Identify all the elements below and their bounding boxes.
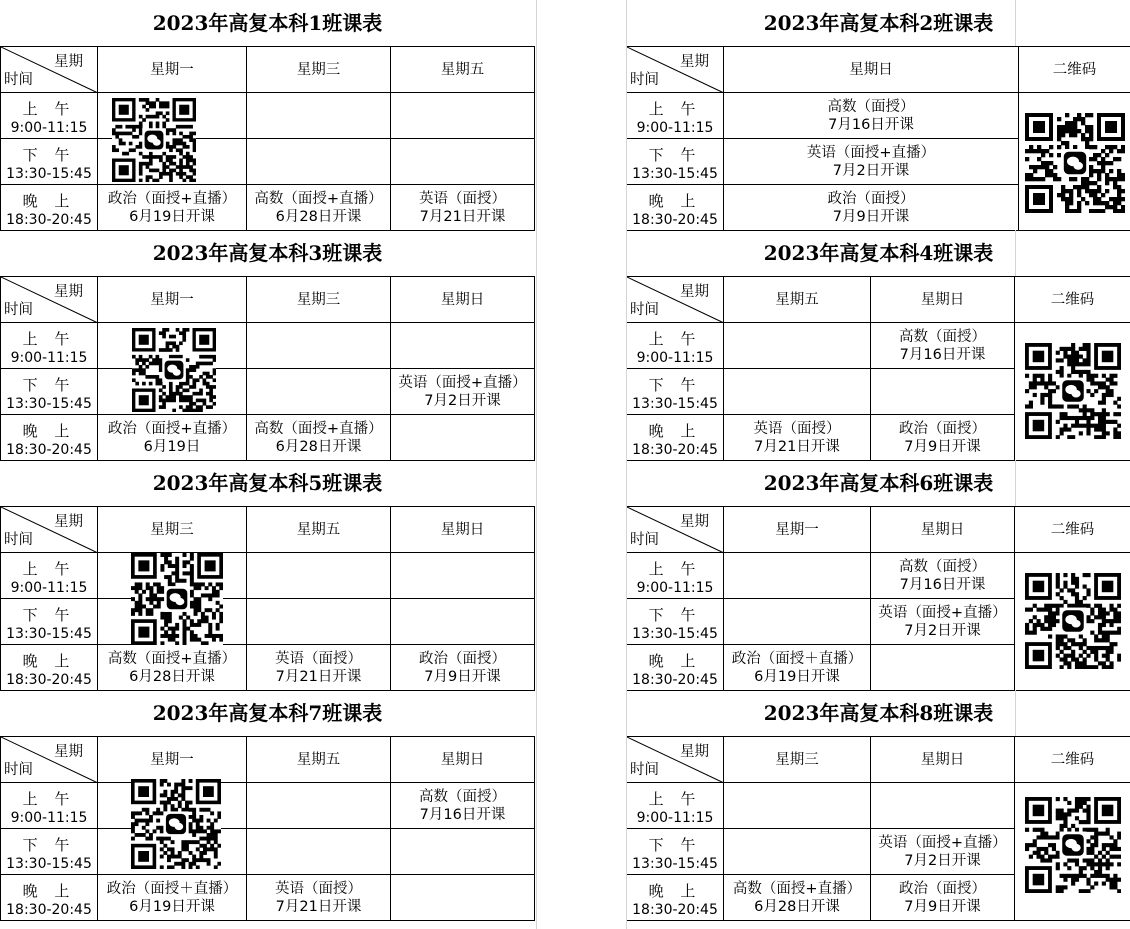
time-slot-label: 下 午	[648, 146, 702, 164]
class-schedule-panel	[626, 230, 1130, 459]
time-slot-label: 晚 上	[648, 422, 702, 440]
course-cell	[871, 553, 1015, 599]
course-cell	[391, 323, 535, 369]
course-cell	[871, 323, 1015, 369]
wechat-qr-code-icon	[1025, 573, 1121, 669]
time-slot-label: 晚 上	[22, 652, 76, 670]
course-cell	[871, 599, 1015, 645]
class-schedule-panel	[0, 230, 535, 459]
course-start-date: 6月28日开课	[754, 898, 840, 915]
course-cell	[247, 139, 391, 185]
day-header: 星期日	[871, 276, 1015, 323]
course-name: 高数（面授+直播）	[732, 880, 862, 897]
day-header: 星期五	[247, 506, 391, 553]
corner-time-label: 时间	[630, 762, 659, 778]
corner-time-label: 时间	[4, 532, 33, 548]
day-header: 星期三	[247, 276, 391, 323]
corner-weekday-label: 星期	[54, 744, 83, 760]
course-cell	[391, 93, 535, 139]
day-header: 星期日	[871, 506, 1015, 553]
course-cell	[871, 783, 1015, 829]
time-slot-label: 下 午	[648, 836, 702, 854]
time-slot-label: 晚 上	[22, 882, 76, 900]
course-name: 政治（面授）	[899, 880, 986, 897]
time-slot-cell	[0, 415, 98, 461]
course-start-date: 6月19日开课	[129, 898, 215, 915]
course-name: 英语（面授）	[275, 880, 362, 897]
course-start-date: 7月21日开课	[275, 668, 362, 685]
schedule-title: 2023年高复本科4班课表	[763, 241, 994, 265]
time-slot-label: 上 午	[22, 790, 76, 808]
course-cell	[391, 553, 535, 599]
course-cell	[98, 185, 247, 231]
day-header: 二维码	[1015, 506, 1130, 553]
course-name: 高数（面授+直播）	[254, 420, 383, 437]
course-cell	[247, 875, 391, 921]
time-slot-hours: 9:00-11:15	[10, 350, 88, 366]
course-cell	[391, 599, 535, 645]
time-slot-hours: 13:30-15:45	[6, 856, 92, 872]
corner-time-label: 时间	[630, 532, 659, 548]
day-header: 星期一	[98, 736, 247, 783]
course-cell	[391, 783, 535, 829]
wechat-qr-code-icon	[1025, 343, 1121, 439]
corner-time-label: 时间	[4, 72, 33, 88]
course-start-date: 6月19日开课	[129, 208, 215, 225]
course-start-date: 7月9日开课	[832, 208, 910, 225]
course-cell	[724, 599, 871, 645]
course-name: 政治（面授）	[827, 190, 915, 207]
schedule-table	[0, 46, 535, 230]
day-header: 二维码	[1015, 736, 1130, 783]
weekday-time-corner	[626, 736, 724, 783]
time-slot-cell	[626, 783, 724, 829]
time-slot-hours: 13:30-15:45	[632, 396, 718, 412]
schedule-title: 2023年高复本科3班课表	[152, 241, 383, 265]
corner-time-label: 时间	[630, 302, 659, 318]
time-slot-cell	[0, 553, 98, 599]
time-slot-label: 上 午	[22, 330, 76, 348]
wechat-qr-code-icon	[112, 98, 196, 182]
course-cell	[724, 323, 871, 369]
day-header: 星期三	[724, 736, 871, 783]
course-cell	[98, 415, 247, 461]
course-cell	[724, 645, 871, 691]
course-cell	[98, 645, 247, 691]
time-slot-label: 下 午	[648, 606, 702, 624]
time-slot-label: 晚 上	[648, 652, 702, 670]
course-cell	[724, 553, 871, 599]
course-name: 英语（面授）	[753, 420, 841, 437]
time-slot-label: 晚 上	[22, 192, 76, 210]
corner-weekday-label: 星期	[680, 744, 709, 760]
weekday-time-corner	[626, 276, 724, 323]
course-name: 政治（面授）	[419, 650, 506, 667]
day-header: 星期日	[391, 506, 535, 553]
course-cell	[247, 185, 391, 231]
course-start-date: 7月2日开课	[832, 162, 910, 179]
corner-time-label: 时间	[4, 762, 33, 778]
course-cell	[724, 139, 1019, 185]
time-slot-hours: 9:00-11:15	[636, 120, 714, 136]
course-name: 英语（面授+直播）	[398, 374, 527, 391]
time-slot-cell	[0, 645, 98, 691]
time-slot-cell	[0, 139, 98, 185]
course-start-date: 6月19日开课	[754, 668, 840, 685]
course-name: 英语（面授）	[275, 650, 362, 667]
time-slot-cell	[0, 185, 98, 231]
course-name: 英语（面授+直播）	[878, 604, 1007, 621]
course-cell	[724, 185, 1019, 231]
sheet-gridline	[536, 0, 537, 929]
weekday-time-corner	[0, 506, 98, 553]
wechat-qr-code-icon	[131, 553, 223, 645]
course-name: 英语（面授+直播）	[878, 834, 1007, 851]
time-slot-cell	[0, 783, 98, 829]
course-cell	[391, 139, 535, 185]
time-slot-label: 下 午	[22, 836, 76, 854]
schedule-title: 2023年高复本科1班课表	[152, 11, 383, 35]
course-cell	[247, 369, 391, 415]
time-slot-label: 晚 上	[22, 422, 76, 440]
course-start-date: 7月21日开课	[754, 438, 840, 455]
weekday-time-corner	[626, 506, 724, 553]
time-slot-hours: 9:00-11:15	[10, 580, 88, 596]
course-cell	[247, 415, 391, 461]
time-slot-cell	[626, 415, 724, 461]
class-schedule-panel	[0, 690, 535, 919]
course-cell	[247, 783, 391, 829]
course-start-date: 7月21日开课	[275, 898, 362, 915]
time-slot-cell	[626, 93, 724, 139]
course-start-date: 6月28日开课	[275, 438, 362, 455]
day-header: 星期五	[391, 46, 535, 93]
time-slot-hours: 13:30-15:45	[6, 166, 92, 182]
day-header: 星期五	[724, 276, 871, 323]
sheet-gridline	[1015, 230, 1016, 276]
course-start-date: 6月19日	[143, 438, 201, 455]
course-cell	[871, 369, 1015, 415]
weekday-time-corner	[0, 276, 98, 323]
time-slot-label: 上 午	[22, 100, 76, 118]
day-header: 星期日	[871, 736, 1015, 783]
time-slot-label: 上 午	[648, 560, 702, 578]
time-slot-hours: 18:30-20:45	[6, 902, 92, 918]
time-slot-label: 下 午	[648, 376, 702, 394]
course-cell	[871, 645, 1015, 691]
course-name: 政治（面授+直播）	[107, 420, 237, 437]
course-name: 高数（面授）	[899, 558, 986, 575]
schedule-title: 2023年高复本科5班课表	[152, 471, 383, 495]
course-cell	[724, 783, 871, 829]
course-start-date: 6月28日开课	[275, 208, 362, 225]
course-cell	[871, 829, 1015, 875]
time-slot-cell	[626, 139, 724, 185]
time-slot-cell	[626, 829, 724, 875]
schedule-table	[626, 506, 1130, 690]
course-cell	[247, 323, 391, 369]
time-slot-hours: 18:30-20:45	[6, 212, 92, 228]
day-header: 星期日	[724, 46, 1019, 93]
schedule-table	[0, 276, 535, 460]
corner-weekday-label: 星期	[54, 54, 83, 70]
course-name: 政治（面授＋直播）	[731, 650, 863, 667]
corner-time-label: 时间	[630, 72, 659, 88]
course-cell	[724, 829, 871, 875]
course-cell	[391, 415, 535, 461]
course-name: 高数（面授+直播）	[254, 190, 383, 207]
course-name: 高数（面授+直播）	[107, 650, 237, 667]
course-start-date: 7月9日开课	[904, 898, 981, 915]
wechat-qr-code-icon	[132, 328, 216, 412]
time-slot-hours: 18:30-20:45	[632, 902, 718, 918]
time-slot-cell	[626, 323, 724, 369]
time-slot-label: 晚 上	[648, 882, 702, 900]
schedule-title: 2023年高复本科2班课表	[763, 11, 994, 35]
course-cell	[247, 93, 391, 139]
course-cell	[391, 829, 535, 875]
time-slot-cell	[626, 645, 724, 691]
course-cell	[98, 875, 247, 921]
course-cell	[724, 415, 871, 461]
course-start-date: 7月16日开课	[899, 346, 986, 363]
course-cell	[724, 93, 1019, 139]
schedule-table	[626, 46, 1130, 230]
time-slot-cell	[0, 93, 98, 139]
sheet-gridline	[1015, 690, 1016, 736]
wechat-qr-code-icon	[1025, 113, 1125, 213]
course-start-date: 7月16日开课	[899, 576, 986, 593]
time-slot-hours: 13:30-15:45	[6, 626, 92, 642]
time-slot-cell	[626, 185, 724, 231]
day-header: 星期日	[391, 736, 535, 783]
corner-weekday-label: 星期	[680, 54, 709, 70]
course-start-date: 6月28日开课	[129, 668, 215, 685]
course-start-date: 7月16日开课	[419, 806, 506, 823]
time-slot-cell	[0, 829, 98, 875]
day-header: 星期一	[98, 276, 247, 323]
sheet-gridline	[1015, 0, 1016, 46]
time-slot-label: 下 午	[22, 606, 76, 624]
time-slot-label: 上 午	[648, 790, 702, 808]
course-cell	[391, 185, 535, 231]
day-header: 二维码	[1019, 46, 1130, 93]
day-header: 星期三	[247, 46, 391, 93]
course-cell	[247, 645, 391, 691]
weekday-time-corner	[0, 736, 98, 783]
course-start-date: 7月2日开课	[424, 392, 501, 409]
schedule-title: 2023年高复本科6班课表	[763, 471, 994, 495]
time-slot-hours: 13:30-15:45	[632, 166, 718, 182]
class-schedule-panel	[0, 460, 535, 689]
course-cell	[247, 599, 391, 645]
schedule-table	[0, 506, 535, 690]
day-header: 二维码	[1015, 276, 1130, 323]
course-name: 高数（面授）	[899, 328, 986, 345]
time-slot-label: 上 午	[22, 560, 76, 578]
sheet-gridline	[1015, 460, 1016, 506]
time-slot-cell	[0, 875, 98, 921]
course-name: 高数（面授）	[827, 98, 915, 115]
wechat-qr-code-icon	[1025, 797, 1121, 893]
weekday-time-corner	[0, 46, 98, 93]
schedule-table	[626, 276, 1130, 460]
course-cell	[247, 553, 391, 599]
corner-weekday-label: 星期	[680, 284, 709, 300]
course-cell	[391, 875, 535, 921]
schedule-title: 2023年高复本科8班课表	[763, 701, 994, 725]
time-slot-cell	[626, 875, 724, 921]
course-name: 政治（面授+直播）	[107, 190, 237, 207]
day-header: 星期五	[247, 736, 391, 783]
course-start-date: 7月9日开课	[424, 668, 501, 685]
time-slot-hours: 13:30-15:45	[6, 396, 92, 412]
course-name: 英语（面授+直播）	[806, 144, 936, 161]
time-slot-hours: 9:00-11:15	[636, 580, 714, 596]
time-slot-label: 下 午	[22, 146, 76, 164]
course-cell	[724, 369, 871, 415]
course-cell	[724, 875, 871, 921]
course-start-date: 7月9日开课	[904, 438, 981, 455]
time-slot-cell	[0, 369, 98, 415]
course-name: 政治（面授）	[899, 420, 986, 437]
time-slot-hours: 18:30-20:45	[632, 672, 718, 688]
schedule-table	[0, 736, 535, 920]
course-cell	[871, 415, 1015, 461]
time-slot-label: 上 午	[648, 100, 702, 118]
class-schedule-panel	[626, 460, 1130, 689]
course-start-date: 7月2日开课	[904, 852, 981, 869]
time-slot-cell	[626, 599, 724, 645]
day-header: 星期一	[98, 46, 247, 93]
day-header: 星期一	[724, 506, 871, 553]
time-slot-hours: 9:00-11:15	[636, 810, 714, 826]
time-slot-cell	[0, 599, 98, 645]
corner-weekday-label: 星期	[54, 514, 83, 530]
course-cell	[871, 875, 1015, 921]
time-slot-hours: 18:30-20:45	[632, 212, 718, 228]
time-slot-cell	[626, 553, 724, 599]
time-slot-hours: 9:00-11:15	[636, 350, 714, 366]
course-start-date: 7月16日开课	[828, 116, 914, 133]
time-slot-label: 下 午	[22, 376, 76, 394]
time-slot-hours: 18:30-20:45	[6, 442, 92, 458]
time-slot-cell	[0, 323, 98, 369]
time-slot-label: 晚 上	[648, 192, 702, 210]
course-start-date: 7月21日开课	[419, 208, 506, 225]
course-name: 政治（面授＋直播）	[106, 880, 238, 897]
corner-weekday-label: 星期	[680, 514, 709, 530]
course-start-date: 7月2日开课	[904, 622, 981, 639]
time-slot-hours: 13:30-15:45	[632, 856, 718, 872]
day-header: 星期日	[391, 276, 535, 323]
course-name: 英语（面授）	[419, 190, 506, 207]
course-cell	[247, 829, 391, 875]
weekday-time-corner	[626, 46, 724, 93]
sheet-gridline	[626, 0, 627, 929]
schedule-table	[626, 736, 1130, 920]
course-cell	[391, 645, 535, 691]
time-slot-cell	[626, 369, 724, 415]
wechat-qr-code-icon	[131, 779, 221, 869]
time-slot-label: 上 午	[648, 330, 702, 348]
course-cell	[391, 369, 535, 415]
time-slot-hours: 13:30-15:45	[632, 626, 718, 642]
class-schedule-panel	[0, 0, 535, 229]
schedule-title: 2023年高复本科7班课表	[152, 701, 383, 725]
day-header: 星期三	[98, 506, 247, 553]
time-slot-hours: 18:30-20:45	[632, 442, 718, 458]
class-schedule-panel	[626, 690, 1130, 919]
time-slot-hours: 18:30-20:45	[6, 672, 92, 688]
corner-time-label: 时间	[4, 302, 33, 318]
corner-weekday-label: 星期	[54, 284, 83, 300]
time-slot-hours: 9:00-11:15	[10, 120, 88, 136]
time-slot-hours: 9:00-11:15	[10, 810, 88, 826]
class-schedule-panel	[626, 0, 1130, 229]
course-name: 高数（面授）	[419, 788, 506, 805]
